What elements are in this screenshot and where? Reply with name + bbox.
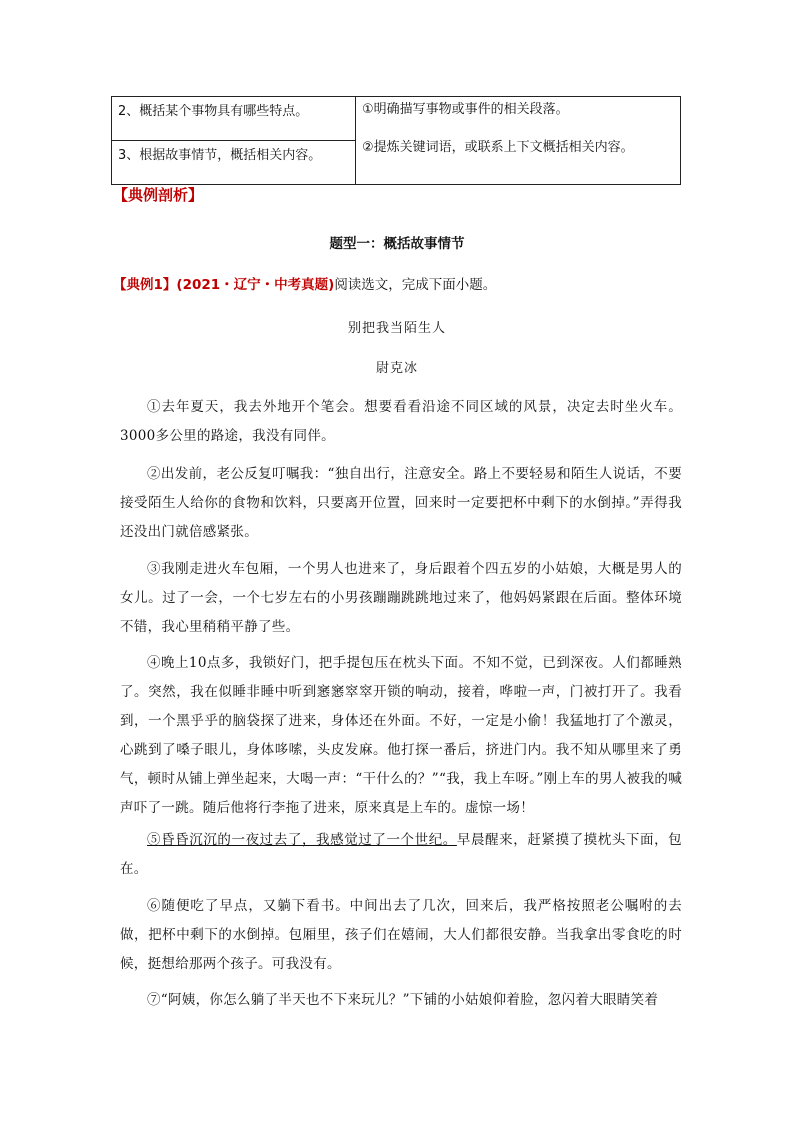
paragraph-7: ⑦“阿姨，你怎么躺了半天也不下来玩儿？”下铺的小姑娘仰着脸，忽闪着大眼睛笑着	[147, 992, 659, 1008]
story-author: 尉克冰	[375, 361, 418, 376]
example-instruction: 阅读选文，完成下面小题。	[334, 277, 497, 293]
paragraph-4: ④晚上10点多，我锁好门，把手提包压在枕头下面。不知不觉，已到深夜。人们都睡熟了。突然，我在似睡非睡中听到窸窸窣窣开锁的响动，接着，哗啦一声，门被打开了。我看到，一个黑乎乎的脑袋探了进来，身体还在外面。不好，一定是小偷！我猛地打了个激灵，心跳到了嗓子眼儿，身体哆嗦，头皮发麻。他打探一番后，挤进门内。我不知从哪里来了勇气，顿时从铺上弹坐起来，大喝一声：“干什么的？”“我，我上车呀。”刚上车的男人被我的喊声吓了一跳。随后他将行李拖了进来，原来真是上车的。虚惊一场！	[120, 655, 682, 816]
table-right-line2: ②提炼关键词语，或联系上下文概括相关内容。	[362, 140, 634, 155]
type-title: 题型一：概括故事情节	[329, 236, 465, 252]
example-line	[113, 273, 496, 293]
example-label: 【典例1】(2021・辽宁・中考真题)	[113, 277, 335, 293]
table-right-line1: ①明确描写事物或事件的相关段落。	[362, 102, 569, 117]
paragraph-5-rest: 早晨醒来，赶紧摸了摸枕头下面，包在。	[120, 832, 682, 877]
method-table	[111, 96, 681, 185]
paragraph-6: ⑥随便吃了早点，又躺下看书。中间出去了几次，回来后，我严格按照老公嘱咐的去做，把杯中剩下的水倒掉。包厢里，孩子们在嬉闹，大人们都很安静。当我拿出零食吃的时候，挺想给那两个孩子。可我没有。	[120, 898, 682, 972]
paragraph-5	[120, 826, 682, 884]
table-cell-row2-left: 3、根据故事情节，概括相关内容。	[112, 141, 356, 185]
story-title: 别把我当陌生人	[347, 321, 446, 336]
underlined-sentence: ⑤昏昏沉沉的一夜过去了，我感觉过了一个世纪。	[147, 832, 457, 848]
table-cell-right	[356, 97, 681, 185]
section-title: 【典例剖析】	[113, 186, 204, 204]
paragraph-3: ③我刚走进火车包厢，一个男人也进来了，身后跟着个四五岁的小姑娘，大概是男人的女儿。过了一会，一个七岁左右的小男孩蹦蹦跳跳地过来了，他妈妈紧跟在后面。整体环境不错，我心里稍稍平静了些。	[120, 561, 682, 635]
paragraph-1: ①去年夏天，我去外地开个笔会。想要看看沿途不同区域的风景，决定去时坐火车。3000多公里的路途，我没有同伴。	[120, 399, 682, 444]
table-cell-row1-left: 2、概括某个事物具有哪些特点。	[112, 97, 356, 141]
paragraph-2: ②出发前，老公反复叮嘱我：“独自出行，注意安全。路上不要轻易和陌生人说话，不要接受陌生人给你的食物和饮料，只要离开位置，回来时一定要把杯中剩下的水倒掉。”弄得我还没出门就倍感紧张。	[120, 466, 682, 540]
